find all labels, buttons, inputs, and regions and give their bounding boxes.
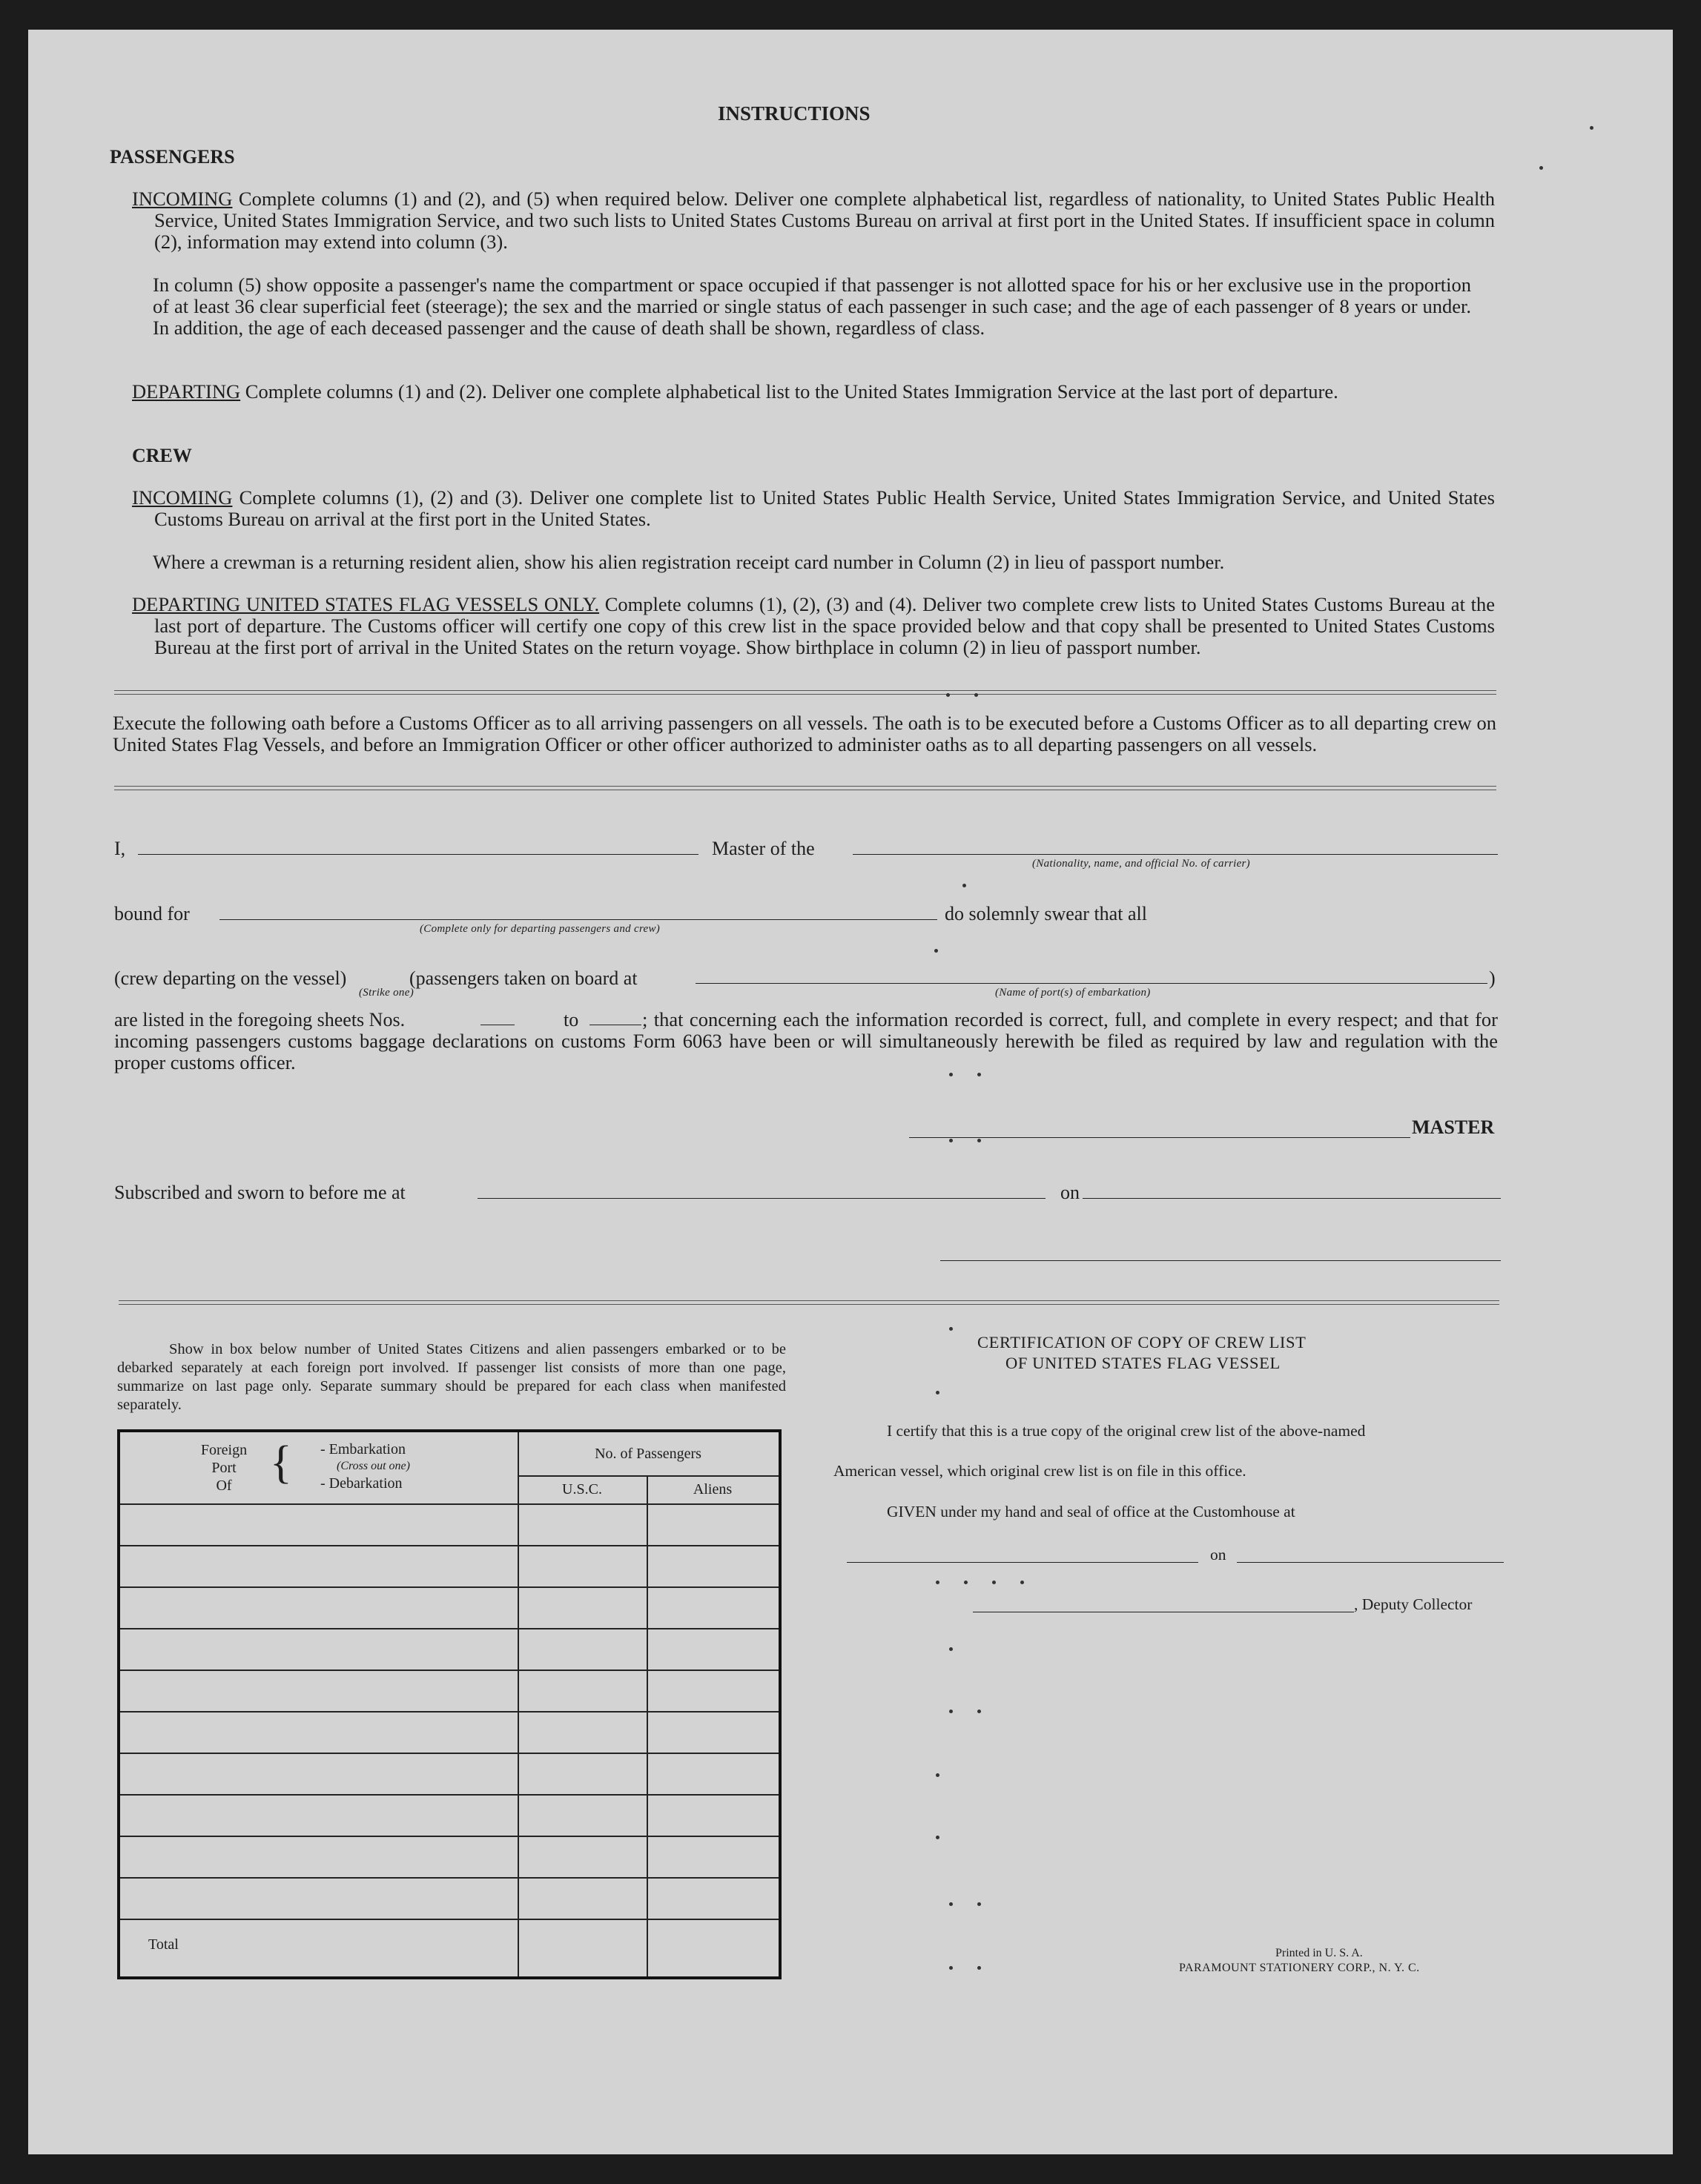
paper-speck	[977, 1139, 981, 1142]
paper-speck	[936, 1773, 939, 1777]
given-line: GIVEN under my hand and seal of office at the Customhouse at	[887, 1503, 1295, 1520]
carrier-field[interactable]	[853, 854, 1498, 855]
table-row[interactable]	[120, 1545, 779, 1546]
summary-instructions: Show in box below number of United States Citizens and alien passengers embarked or to be debarked separately at each foreign port involved. If passenger list consists of more than one page, summarize on last page only. Separate summary should be prepared for each class when manifested separately.	[117, 1341, 786, 1413]
of-label: Of	[216, 1477, 232, 1494]
paper-speck	[1539, 166, 1543, 170]
table-row[interactable]	[120, 1836, 779, 1837]
paper-speck	[949, 1327, 953, 1331]
to-word: to	[564, 1009, 579, 1030]
printer-name: PARAMOUNT STATIONERY CORP., N. Y. C.	[1179, 1962, 1420, 1974]
master-label: MASTER	[1412, 1116, 1495, 1138]
passengers-incoming-label: INCOMING	[132, 188, 233, 210]
paper-speck	[977, 1966, 981, 1970]
crew-incoming-text: Complete columns (1), (2) and (3). Deliver one complete list to United States Public Health Service, United States Immigration Service, and United States Customs Bureau on arrival at the first port in the United States.	[154, 486, 1495, 530]
crew-departing-paragraph	[132, 594, 1495, 658]
customhouse-location-field[interactable]	[847, 1562, 1198, 1563]
on-word: on	[1060, 1182, 1080, 1203]
page-title: INSTRUCTIONS	[718, 102, 871, 125]
strike-caption: (Strike one)	[359, 987, 414, 999]
crew-heading: CREW	[132, 445, 192, 466]
passengers-incoming-text: Complete columns (1) and (2), and (5) when required below. Deliver one complete alphabetical list, regardless of nationality, to United States Public Health Service, United States Immigration Service, and two such lists to United States Customs Bureau on arrival at first port in the United States. If insufficient space in column (2), information may extend into column (3).	[154, 188, 1495, 253]
crew-departing-text: Complete columns (1), (2), (3) and (4). Deliver two complete crew lists to United States Customs Bureau at the last port of departure. The Customs officer will certify one copy of this crew list in the space provided below and that copy shall be presented to United States Customs Bureau at the first port of arrival in the United States on the return voyage. Show birthplace in column (2) in lieu of passport number.	[154, 593, 1495, 658]
port-label: Port	[211, 1460, 237, 1476]
master-signature-field[interactable]	[909, 1137, 1410, 1138]
paper-speck	[936, 1391, 939, 1394]
certify-line-2: American vessel, which original crew list is on file in this office.	[833, 1462, 1246, 1480]
crew-resident-paragraph: Where a crewman is a returning resident alien, show his alien registration receipt card number in Column (2) in lieu of passport number.	[153, 551, 1225, 573]
table-row[interactable]	[120, 1794, 779, 1796]
passengers-departing-text: Complete columns (1) and (2). Deliver one complete alphabetical list to the United States Immigration Service at the last port of departure.	[240, 380, 1338, 403]
table-row[interactable]	[120, 1877, 779, 1879]
aliens-header: Aliens	[693, 1481, 733, 1498]
table-row[interactable]	[120, 1711, 779, 1713]
certification-heading-1: CERTIFICATION OF COPY OF CREW LIST	[977, 1333, 1307, 1351]
paper-speck	[949, 1647, 953, 1651]
carrier-caption: (Nationality, name, and official No. of carrier)	[1032, 858, 1250, 870]
crew-incoming-label: INCOMING	[132, 486, 233, 509]
passengers-column5-paragraph: In column (5) show opposite a passenger's name the compartment or space occupied if that passenger is not allotted space for his or her exclusive use in the proportion of at least 36 clear superficial feet (steerage); the sex and the married or single status of each passenger in such case; and the age of each passenger of 8 years or under. In addition, the age of each deceased passenger and the cause of death shall be shown, regardless of class.	[153, 274, 1471, 339]
master-name-field[interactable]	[138, 854, 698, 855]
paper-speck	[946, 693, 950, 697]
paper-speck	[936, 1836, 939, 1839]
oath-i-label: I,	[114, 838, 126, 859]
passengers-incoming-paragraph	[132, 188, 1495, 253]
paper-speck	[977, 1710, 981, 1713]
table-row[interactable]	[120, 1753, 779, 1754]
paper-speck	[974, 693, 978, 697]
crew-departing-label: DEPARTING UNITED STATES FLAG VESSELS ONLY.	[132, 593, 600, 615]
passengers-taken-option: (passengers taken on board at	[409, 967, 638, 989]
table-column-divider	[647, 1477, 648, 1976]
no-of-passengers-header: No. of Passengers	[595, 1446, 701, 1462]
paper-speck	[992, 1581, 996, 1584]
master-of-the-label: Master of the	[712, 838, 815, 859]
passengers-heading: PASSENGERS	[110, 146, 235, 168]
paper-speck	[1020, 1581, 1024, 1584]
crew-departing-option: (crew departing on the vessel)	[114, 967, 347, 989]
certify-line-1: I certify that this is a true copy of the original crew list of the above-named	[887, 1422, 1366, 1440]
usc-header: U.S.C.	[562, 1481, 602, 1498]
paper-speck	[949, 1966, 953, 1970]
brace-icon: {	[270, 1437, 292, 1488]
subscribed-text: Subscribed and sworn to before me at	[114, 1182, 406, 1203]
oath-intro-paragraph: Execute the following oath before a Customs Officer as to all arriving passengers on all vessels. The oath is to be executed before a Customs Officer as to all departing crew on United States Flag Vessels, and before an Immigration Officer or other officer authorized to administer oaths as to all departing passengers on all vessels.	[113, 712, 1496, 755]
embarkation-label: - Embarkation	[320, 1441, 406, 1457]
officer-signature-field[interactable]	[940, 1260, 1501, 1261]
table-row[interactable]	[120, 1670, 779, 1671]
cross-out-label: (Cross out one)	[337, 1460, 410, 1472]
certification-heading-2: OF UNITED STATES FLAG VESSEL	[1005, 1354, 1281, 1372]
section-divider	[114, 786, 1496, 790]
paper-speck	[934, 949, 938, 953]
section-divider	[114, 690, 1496, 695]
paper-speck	[962, 884, 966, 887]
paper-speck	[977, 1073, 981, 1076]
passengers-departing-label: DEPARTING	[132, 380, 241, 403]
table-header-bottom	[120, 1503, 779, 1505]
bound-for-field[interactable]	[219, 919, 937, 920]
foreign-label: Foreign	[200, 1442, 248, 1458]
paper-speck	[949, 1073, 953, 1076]
sworn-location-field[interactable]	[478, 1198, 1046, 1199]
paper-speck	[949, 1902, 953, 1906]
bound-for-caption: (Complete only for departing passengers and crew)	[420, 923, 661, 935]
table-header-divider	[518, 1475, 779, 1477]
sworn-date-field[interactable]	[1083, 1198, 1501, 1199]
certification-on-word: on	[1210, 1546, 1226, 1563]
table-row[interactable]	[120, 1586, 779, 1588]
printed-in-usa: Printed in U. S. A.	[1275, 1947, 1363, 1959]
paper-speck	[1590, 126, 1593, 130]
section-divider	[119, 1300, 1499, 1305]
paper-speck	[977, 1902, 981, 1906]
oath-body-text: ; that concerning each the information recorded is correct, full, and complete in every respect; and that for incoming passengers customs baggage declarations on customs Form 6063 have been or will simultaneously herewith be filed as required by law and regulation with the proper customs officer.	[114, 1008, 1498, 1073]
embarkation-ports-field[interactable]	[696, 983, 1487, 984]
listed-sheets-text: are listed in the foregoing sheets Nos.	[114, 1009, 406, 1030]
paper-speck	[936, 1581, 939, 1584]
deputy-collector-label: , Deputy Collector	[1354, 1595, 1473, 1613]
paper-speck	[949, 1710, 953, 1713]
crew-incoming-paragraph	[132, 487, 1495, 530]
swear-text: do solemnly swear that all	[945, 903, 1147, 924]
close-paren: )	[1489, 967, 1496, 989]
certification-date-field[interactable]	[1237, 1562, 1504, 1563]
foreign-port-of-label	[194, 1441, 254, 1495]
paper-speck	[964, 1581, 968, 1584]
paper-speck	[949, 1139, 953, 1142]
passengers-departing-paragraph	[132, 381, 1495, 403]
total-label: Total	[148, 1936, 179, 1953]
ports-caption: (Name of port(s) of embarkation)	[995, 987, 1151, 999]
passenger-summary-table	[117, 1429, 782, 1979]
table-row[interactable]	[120, 1919, 779, 1920]
debarkation-label: - Debarkation	[320, 1475, 403, 1492]
table-row[interactable]	[120, 1628, 779, 1629]
bound-for-label: bound for	[114, 903, 190, 924]
table-column-divider	[518, 1432, 519, 1976]
